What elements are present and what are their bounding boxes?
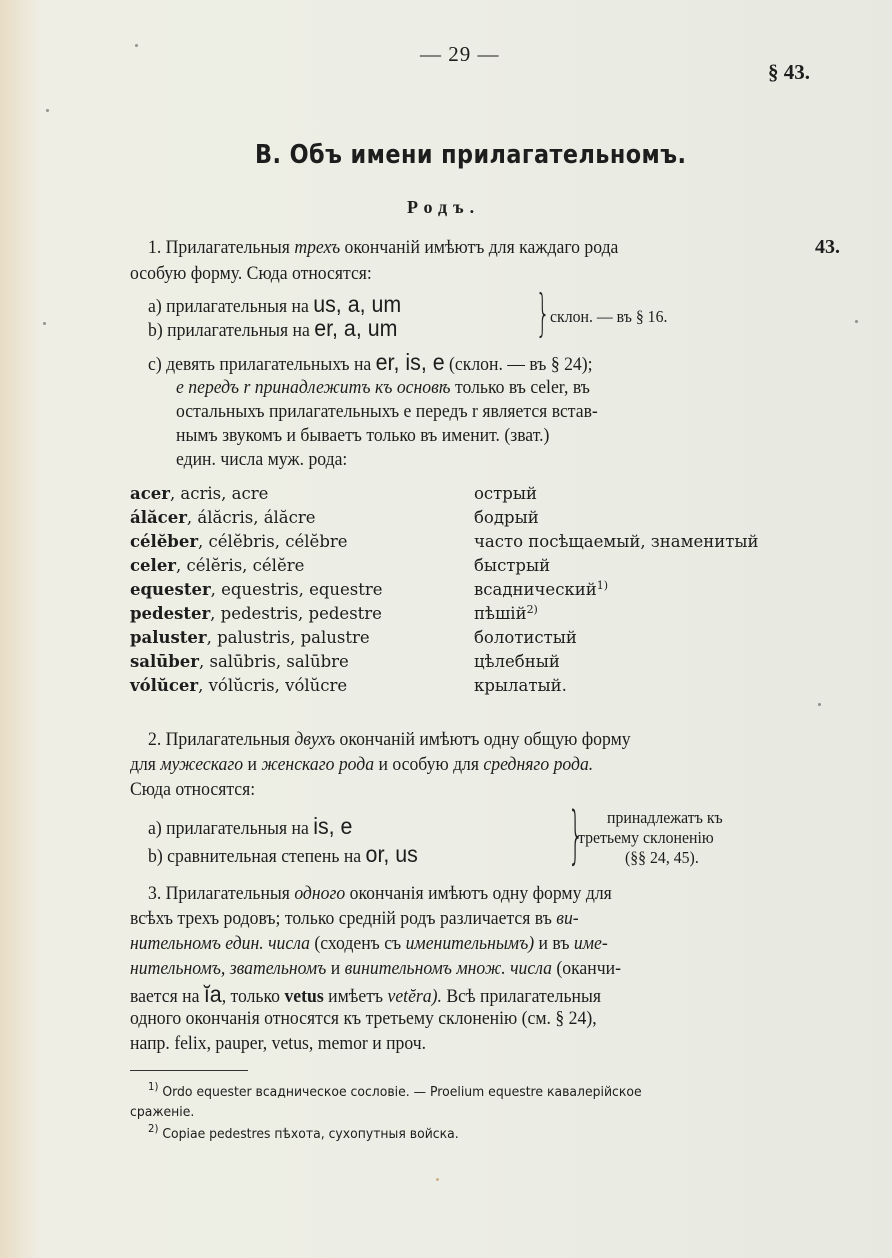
para3-line-1 (148, 882, 612, 906)
text: всѣхъ трехъ родовъ; только средній родъ различается въ (130, 908, 552, 929)
italic-term: ви- (556, 908, 579, 929)
meaning: цѣлебный (474, 652, 560, 671)
list-item-b (148, 316, 397, 343)
italic-term: нительномъ един. числа (130, 933, 310, 954)
table-row (130, 628, 830, 652)
text: окончанія имѣютъ одну форму для (349, 883, 612, 904)
para2-line-1 (148, 728, 631, 752)
footnote-marker: 1) (596, 579, 609, 592)
headword: celer (130, 556, 177, 575)
headword: acer (130, 484, 170, 503)
headword: paluster (130, 628, 207, 647)
right-brace-icon: } (567, 798, 584, 871)
section-reference: § 43. (768, 60, 810, 84)
margin-number: 43. (815, 236, 840, 258)
footnote-marker: 1) (148, 1080, 159, 1093)
para3-line-5 (130, 982, 601, 1009)
table-row (130, 676, 830, 700)
latin-forms (130, 652, 349, 671)
forms: , vólŭcris, vólŭcre (198, 676, 348, 695)
text: (сходенъ съ (314, 933, 402, 954)
paper-speck (46, 109, 49, 112)
brace-note: склон. — въ § 16. (550, 307, 668, 326)
table-row (130, 580, 830, 604)
text: Прилагательныя (165, 237, 290, 258)
latin-endings: or, us (365, 841, 418, 867)
list-item-c-line-4: нымъ звукомъ и бываетъ только въ именит. (зват.) (176, 425, 550, 446)
paragraph-number: 1. (148, 237, 162, 258)
list-item-c-line-3: остальныхъ прилагательныхъ e передъ r является встав- (176, 401, 598, 422)
italic-term: средняго рода. (483, 754, 594, 775)
italic-term: vetĕra). (387, 986, 442, 1007)
text: Прилагательныя (165, 729, 290, 750)
meaning-text: пѣшій (474, 604, 527, 623)
headword: vólŭcer (130, 676, 199, 695)
latin-forms (130, 484, 268, 503)
para2-line-2 (130, 753, 593, 777)
para3-line-3 (130, 932, 608, 956)
table-row (130, 508, 830, 532)
latin-forms (130, 508, 316, 527)
meaning (474, 580, 608, 599)
italic-term: двухъ (294, 729, 336, 750)
italic-term: къ основѣ (374, 377, 451, 398)
text: имѣетъ (328, 986, 384, 1007)
table-row (130, 484, 830, 508)
italic-term: трехъ (294, 237, 341, 258)
list-item-c-line-5: един. числа муж. рода: (176, 449, 348, 470)
paper-speck (855, 320, 858, 323)
meaning: болотистый (474, 628, 577, 647)
para1-line-2: особую форму. Сюда относятся: (130, 263, 372, 284)
text: только въ celer, въ (455, 377, 590, 398)
text: b) прилагательныя на (148, 320, 310, 341)
headword: salūber (130, 652, 199, 671)
table-row (130, 604, 830, 628)
meaning: крылатый. (474, 676, 567, 695)
paragraph-number: 3. (148, 883, 162, 904)
latin-endings: us, a, um (313, 291, 402, 317)
italic-term: одного (294, 883, 346, 904)
forms: , salūbris, salūbre (198, 652, 349, 671)
footnote-text: Copiae pedestres пѣхота, сухопутныя войска. (162, 1126, 459, 1142)
forms: , célĕris, célĕre (176, 556, 305, 575)
forms: , acris, acre (169, 484, 269, 503)
latin-endings: is, e (313, 813, 353, 839)
text: (оканчи- (556, 958, 621, 979)
para1-line-1 (148, 236, 618, 260)
page-number: — 29 — (420, 42, 500, 66)
footnote-marker: 2) (148, 1122, 159, 1135)
text: Всѣ прилагательныя (446, 986, 601, 1007)
text: вается на (130, 986, 200, 1007)
forms: , equestris, equestre (210, 580, 383, 599)
meaning: бодрый (474, 508, 539, 527)
paper-speck (43, 322, 46, 325)
italic-term: именительнымъ) (405, 933, 535, 954)
para3-line-4 (130, 957, 621, 981)
latin-endings: er, a, um (314, 315, 398, 341)
text: a) прилагательныя на (148, 296, 309, 317)
italic-term: винительномъ множ. числа (344, 958, 552, 979)
latin-forms (130, 676, 347, 695)
text: b) сравнительная степень на (148, 846, 362, 867)
headword: equester (130, 580, 211, 599)
meaning: быстрый (474, 556, 551, 575)
footnote-2 (148, 1122, 459, 1142)
text: Прилагательныя (165, 883, 290, 904)
brace-note-line-2: третьему склоненію (578, 828, 714, 847)
italic-term: мужескаго (160, 754, 244, 775)
italic-term: име- (573, 933, 608, 954)
para3-line-7: напр. felix, pauper, vetus, memor и проч. (130, 1033, 427, 1054)
latin-forms (130, 628, 370, 647)
table-row (130, 652, 830, 676)
headword: célĕber (130, 532, 199, 551)
section-subtitle: Родъ. (407, 197, 481, 217)
meaning-text: всаднический (474, 580, 597, 599)
list-item-c (148, 350, 593, 377)
footnote-divider (130, 1070, 248, 1071)
list-item-c-line-2 (176, 376, 590, 400)
paper-speck (135, 44, 138, 47)
text: (склон. — въ § 24); (449, 354, 593, 375)
text: и особую для (378, 754, 480, 775)
paragraph-number: 2. (148, 729, 162, 750)
headword: álăcer (130, 508, 187, 527)
footnote-1 (148, 1080, 642, 1100)
table-row (130, 556, 830, 580)
footnote-marker: 2) (526, 603, 538, 616)
text: окончаній имѣютъ для каждаго рода (344, 237, 619, 258)
text: и (247, 754, 257, 775)
text: c) девять прилагательныхъ на (148, 354, 372, 375)
text: окончаній имѣютъ одну общую форму (339, 729, 631, 750)
italic-term: нительномъ, звательномъ (130, 958, 327, 979)
text: и (330, 958, 341, 979)
chapter-title: В. Объ имени прилагательномъ. (255, 140, 687, 170)
brace-note-line-1: принадлежатъ къ (607, 808, 723, 827)
footnote-text: Ordo equester всадническое сословіе. — Proelium equestre кавалерійское (162, 1084, 642, 1100)
text: a) прилагательныя на (148, 818, 309, 839)
right-brace-icon: } (535, 284, 551, 342)
text: , только (221, 986, 281, 1007)
text: для (130, 754, 156, 775)
paper-speck (436, 1178, 439, 1181)
para2-line-3: Сюда относятся: (130, 779, 256, 800)
footnote-1-continued: сраженіе. (130, 1104, 195, 1120)
text: и въ (538, 933, 570, 954)
latin-forms (130, 580, 383, 599)
list-item-a (148, 814, 352, 841)
italic-term: женскаго рода (261, 754, 375, 775)
bold-term: vetus (284, 986, 324, 1007)
latin-endings: ĭa (203, 981, 222, 1007)
meaning (474, 604, 538, 623)
latin-forms (130, 604, 382, 623)
para3-line-6: одного окончанія относятся къ третьему склоненію (см. § 24), (130, 1008, 597, 1029)
forms: , pedestris, pedestre (210, 604, 382, 623)
meaning: острый (474, 484, 537, 503)
forms: , célĕbris, célĕbre (198, 532, 348, 551)
latin-forms (130, 556, 304, 575)
paper-speck (818, 703, 821, 706)
text: e передъ r принадлежитъ (176, 377, 371, 398)
latin-endings: er, is, e (375, 349, 445, 375)
table-row (130, 532, 830, 556)
meaning: часто посѣщаемый, знаменитый (474, 532, 759, 551)
forms: , álăcris, álăcre (186, 508, 316, 527)
brace-note-line-3: (§§ 24, 45). (625, 848, 699, 867)
para3-line-2 (130, 907, 579, 931)
headword: pedester (130, 604, 211, 623)
forms: , palustris, palustre (206, 628, 370, 647)
latin-forms (130, 532, 348, 551)
list-item-b (148, 842, 418, 869)
